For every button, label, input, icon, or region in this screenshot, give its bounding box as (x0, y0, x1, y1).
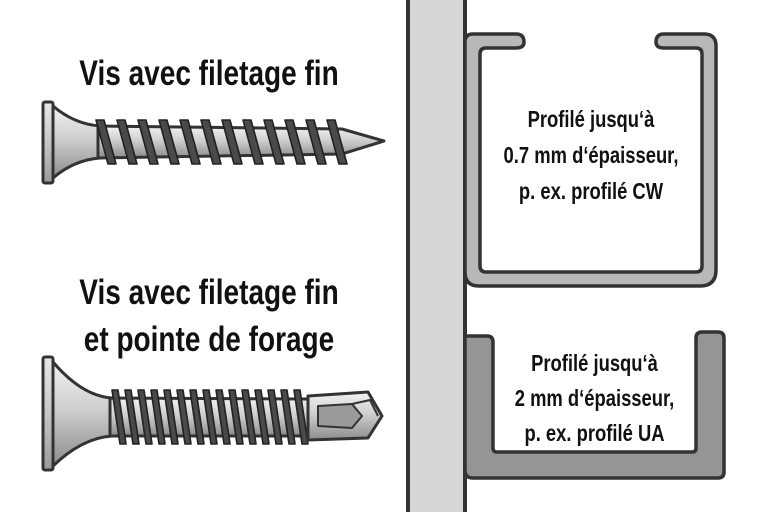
label-line: Profilé jusqu‘à (527, 106, 655, 132)
label-line: Profilé jusqu‘à (531, 350, 658, 376)
label-line: Vis avec filetage fin (79, 54, 339, 93)
drill-tip-flute (318, 404, 362, 428)
screw-neck (53, 362, 112, 466)
profile-cw-label (502, 108, 680, 203)
screw-drill-point-label (69, 275, 349, 357)
screw-drill-point (43, 357, 382, 470)
board (408, 0, 465, 512)
label-line: Vis avec filetage fin (79, 273, 339, 312)
label-line: et pointe de forage (83, 320, 335, 359)
label-line: 2 mm d‘épaisseur, (514, 385, 675, 411)
screw-fine-thread (43, 102, 384, 183)
profile-ua-label (513, 352, 675, 445)
label-line: 0.7 mm d‘épaisseur, (503, 142, 679, 168)
screw-neck (53, 106, 100, 178)
label-line: p. ex. profilé UA (524, 420, 665, 446)
screw-fine-thread-label (69, 56, 349, 91)
label-line: p. ex. profilé CW (518, 178, 664, 204)
